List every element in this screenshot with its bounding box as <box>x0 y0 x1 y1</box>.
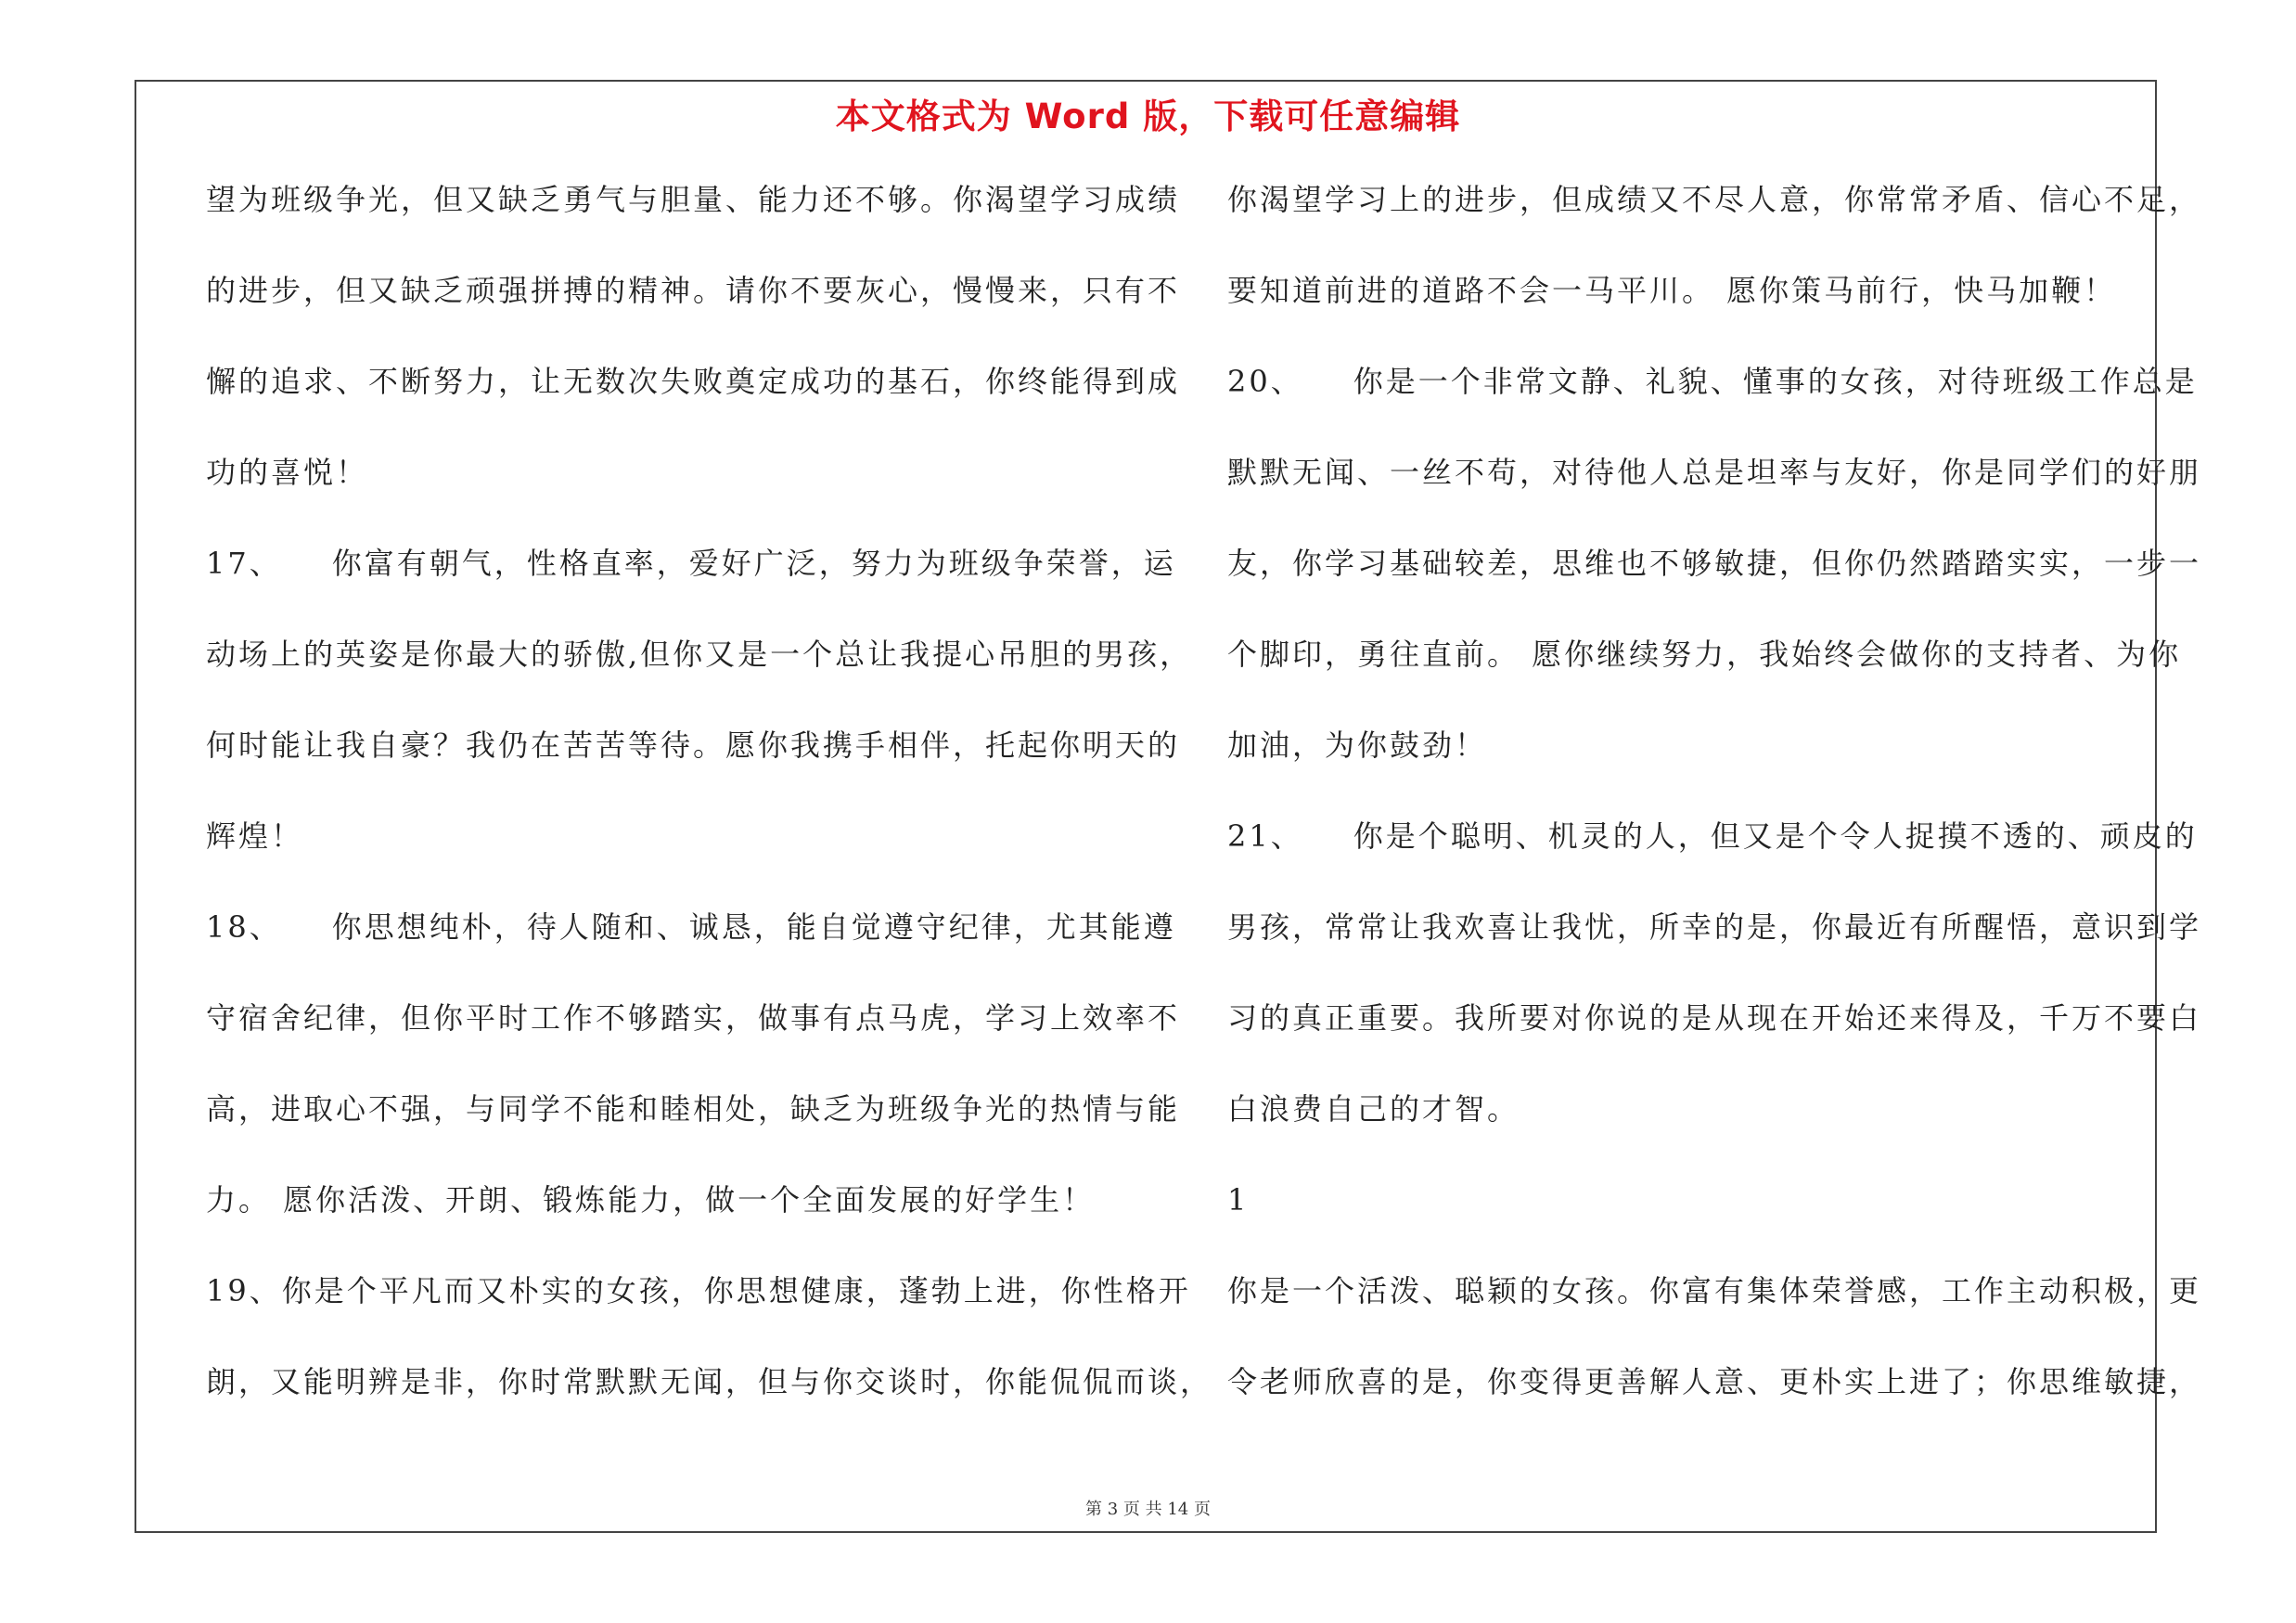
text-line: 男孩，常常让我欢喜让我忧，所幸的是，你最近有所醒悟，意识到学 <box>1227 909 2202 945</box>
text-line: 功的喜悦！ <box>206 455 369 490</box>
format-banner: 本文格式为 Word 版，下载可任意编辑 <box>835 97 1461 136</box>
text-line: 守宿舍纪律，但你平时工作不够踏实，做事有点马虎，学习上效率不 <box>206 1000 1181 1036</box>
text-line: 17、 你富有朝气，性格直率，爱好广泛，努力为班级争荣誉，运 <box>206 546 1176 581</box>
text-line: 20、 你是一个非常文静、礼貌、懂事的女孩，对待班级工作总是 <box>1227 364 2198 399</box>
text-line: 你渴望学习上的进步，但成绩又不尽人意，你常常矛盾、信心不足， <box>1227 182 2202 217</box>
text-line: 你是一个活泼、聪颖的女孩。你富有集体荣誉感，工作主动积极，更 <box>1227 1273 2202 1308</box>
text-line: 望为班级争光，但又缺乏勇气与胆量、能力还不够。你渴望学习成绩 <box>206 182 1181 217</box>
text-line: 要知道前进的道路不会一马平川。 愿你策马前行，快马加鞭！ <box>1227 273 2117 308</box>
text-line: 动场上的英姿是你最大的骄傲,但你又是一个总让我提心吊胆的男孩， <box>206 637 1193 672</box>
text-line: 懈的追求、不断努力，让无数次失败奠定成功的基石，你终能得到成 <box>206 364 1181 399</box>
right-column <box>1227 181 2202 1454</box>
text-line: 辉煌！ <box>206 818 304 854</box>
text-line: 力。 愿你活泼、开朗、锻炼能力，做一个全面发展的好学生！ <box>206 1182 1096 1217</box>
text-line: 加油，为你鼓劲！ <box>1227 728 1488 763</box>
text-line: 令老师欣喜的是，你变得更善解人意、更朴实上进了；你思维敏捷， <box>1227 1364 2202 1399</box>
text-line: 的进步，但又缺乏顽强拼搏的精神。请你不要灰心，慢慢来，只有不 <box>206 273 1181 308</box>
text-line: 习的真正重要。我所要对你说的是从现在开始还来得及，千万不要白 <box>1227 1000 2202 1036</box>
text-line: 21、 你是个聪明、机灵的人，但又是个令人捉摸不透的、顽皮的 <box>1227 818 2198 854</box>
text-line: 白浪费自己的才智。 <box>1227 1091 1520 1127</box>
text-line: 高，进取心不强，与同学不能和睦相处，缺乏为班级争光的热情与能 <box>206 1091 1181 1127</box>
text-line: 18、 你思想纯朴，待人随和、诚恳，能自觉遵守纪律，尤其能遵 <box>206 909 1176 945</box>
text-line: 19、你是个平凡而又朴实的女孩，你思想健康，蓬勃上进，你性格开 <box>206 1273 1191 1308</box>
left-column <box>206 181 1213 1454</box>
text-line: 朗，又能明辨是非，你时常默默无闻，但与你交谈时，你能侃侃而谈， <box>206 1364 1213 1399</box>
text-line: 何时能让我自豪？我仍在苦苦等待。愿你我携手相伴，托起你明天的 <box>206 728 1181 763</box>
text-line: 1 <box>1227 1182 1250 1217</box>
page-number: 第 3 页 共 14 页 <box>1085 1500 1211 1519</box>
text-line: 友，你学习基础较差，思维也不够敏捷，但你仍然踏踏实实，一步一 <box>1227 546 2202 581</box>
text-line: 个脚印，勇往直前。 愿你继续努力，我始终会做你的支持者、为你 <box>1227 637 2182 672</box>
text-line: 默默无闻、一丝不苟，对待他人总是坦率与友好，你是同学们的好朋 <box>1227 455 2202 490</box>
